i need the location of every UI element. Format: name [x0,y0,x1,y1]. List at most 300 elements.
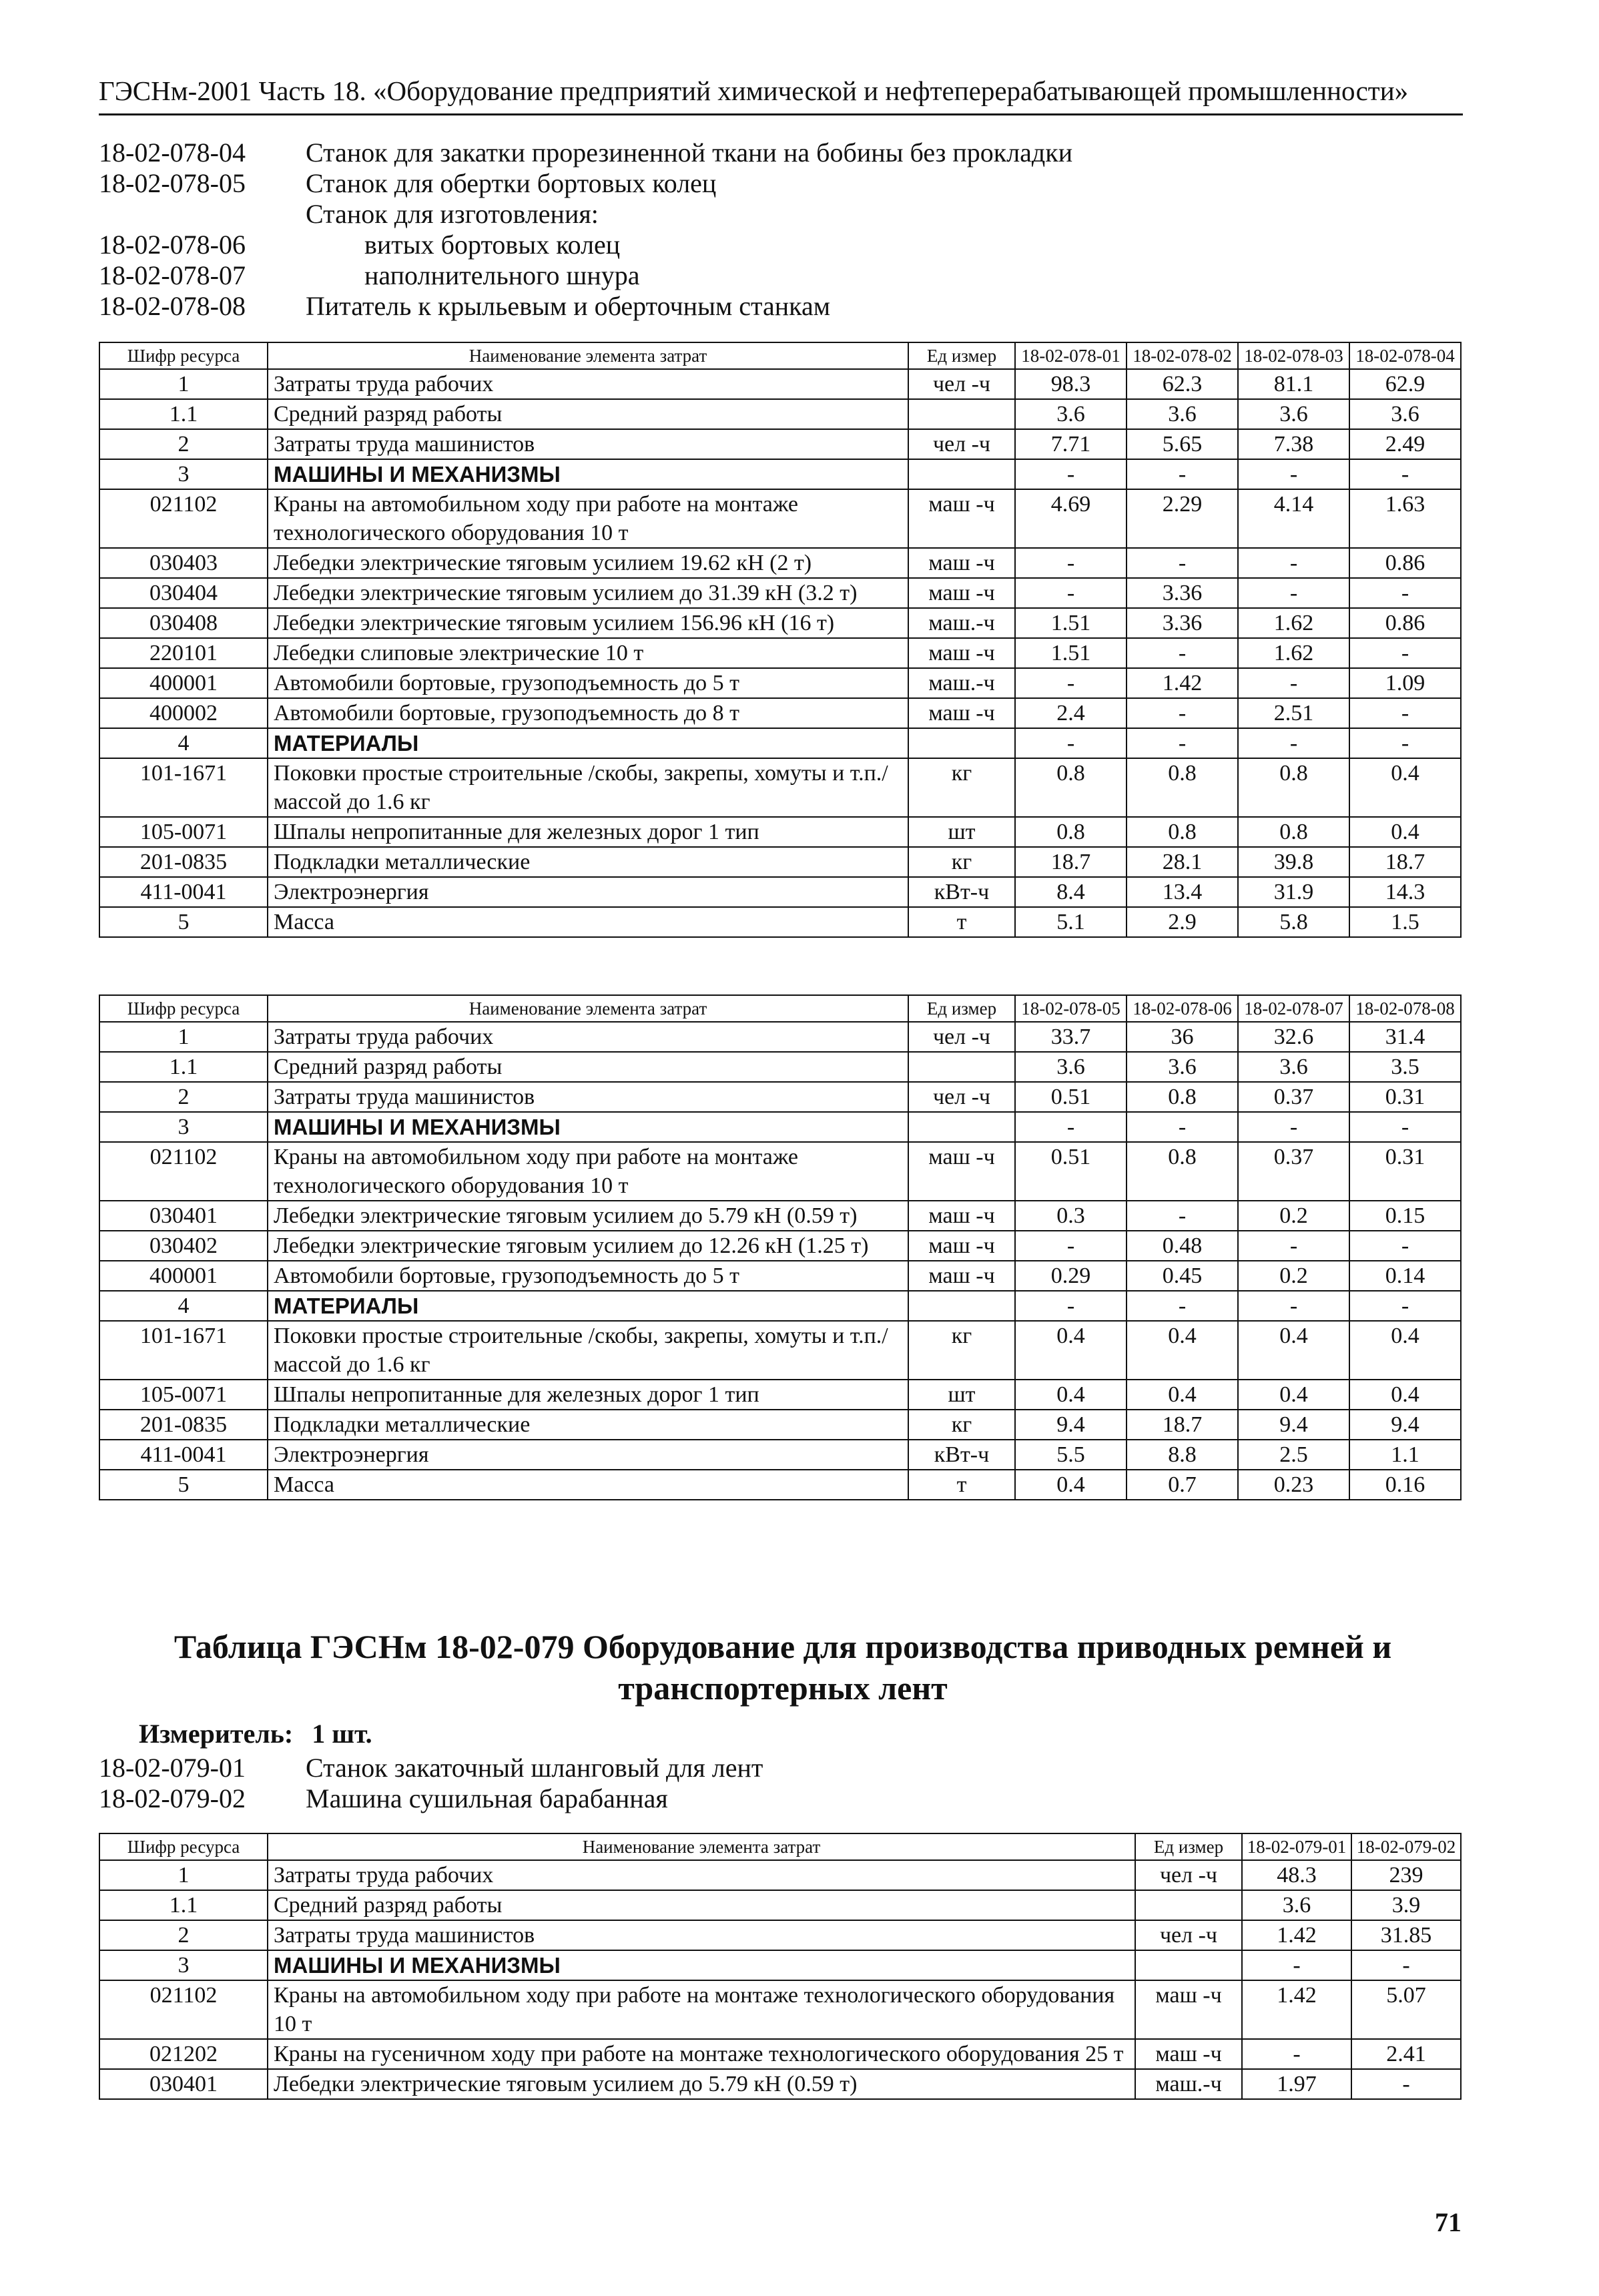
resource-code: 3 [99,1950,268,1980]
column-header: 18-02-078-08 [1349,995,1461,1022]
page-header: ГЭСНм-2001 Часть 18. «Оборудование предприятий химической и нефтеперерабатывающей промышленности» [99,75,1409,106]
table-row [99,1860,1461,1890]
cost-element-name: Лебедки электрические тяговым усилием 19.62 кН (2 т) [268,548,908,578]
value-cell: 3.6 [1242,1890,1351,1920]
value-cell: - [1015,728,1127,758]
unit-cell: маш -ч [908,578,1015,608]
unit-cell: маш -ч [908,698,1015,728]
unit-cell: кВт-ч [908,1440,1015,1470]
unit-cell: т [908,1470,1015,1500]
value-cell: 0.15 [1349,1201,1461,1231]
value-cell: 0.2 [1238,1201,1349,1231]
value-cell: - [1351,2069,1461,2099]
value-cell: 0.4 [1349,758,1461,817]
resource-code: 021102 [99,1980,268,2039]
unit-cell: маш -ч [908,489,1015,548]
item-code: 18-02-078-06 [99,230,246,260]
value-cell: 9.4 [1238,1410,1349,1440]
item-name: Машина сушильная барабанная [306,1783,668,1813]
value-cell: - [1238,1112,1349,1142]
unit-cell: т [908,907,1015,937]
table-row [99,698,1461,728]
resource-code: 5 [99,907,268,937]
unit-cell: чел -ч [1135,1920,1242,1950]
value-cell: 3.9 [1351,1890,1461,1920]
value-cell: 0.4 [1238,1380,1349,1410]
value-cell: 9.4 [1015,1410,1127,1440]
unit-cell: шт [908,1380,1015,1410]
column-header: 18-02-079-02 [1351,1833,1461,1860]
value-cell: - [1238,1231,1349,1261]
value-cell: - [1349,728,1461,758]
value-cell: 0.8 [1127,817,1238,847]
value-cell: 0.3 [1015,1201,1127,1231]
value-cell: - [1238,728,1349,758]
table-row [99,548,1461,578]
cost-element-name: МАШИНЫ И МЕХАНИЗМЫ [268,1950,1135,1980]
table-row [99,2039,1461,2069]
value-cell: 1.62 [1238,608,1349,638]
column-header: 18-02-078-07 [1238,995,1349,1022]
unit-cell: маш -ч [908,1201,1015,1231]
value-cell: 3.6 [1015,399,1127,429]
resource-table-078-05-08 [99,994,1462,1500]
value-cell: 0.4 [1238,1321,1349,1380]
measure-value: 1 шт. [312,1719,372,1749]
resource-table-078-01-04 [99,342,1462,938]
value-cell: - [1015,1112,1127,1142]
cost-element-name: Лебедки электрические тяговым усилием до 12.26 кН (1.25 т) [268,1231,908,1261]
item-row [99,230,1367,260]
unit-cell: кг [908,1410,1015,1440]
table-row [99,1142,1461,1201]
value-cell: 0.23 [1238,1470,1349,1500]
unit-cell: кг [908,1321,1015,1380]
cost-element-name: Лебедки электрические тяговым усилием до 5.79 кН (0.59 т) [268,1201,908,1231]
table-row [99,638,1461,668]
value-cell: 0.51 [1015,1142,1127,1201]
cost-element-name: Краны на гусеничном ходу при работе на монтаже технологического оборудования 25 т [268,2039,1135,2069]
value-cell: 1.42 [1242,1980,1351,2039]
value-cell: 39.8 [1238,847,1349,877]
cost-element-name: Электроэнергия [268,877,908,907]
value-cell: 5.65 [1127,429,1238,459]
resource-code: 2 [99,1082,268,1112]
unit-cell: кг [908,847,1015,877]
value-cell: 0.14 [1349,1261,1461,1291]
column-header: 18-02-078-05 [1015,995,1127,1022]
header-rule [99,113,1463,115]
resource-code: 030401 [99,2069,268,2099]
value-cell: 3.6 [1238,1052,1349,1082]
value-cell: 3.6 [1015,1052,1127,1082]
column-header: 18-02-078-06 [1127,995,1238,1022]
resource-code: 4 [99,1291,268,1321]
cost-element-name: МАТЕРИАЛЫ [268,1291,908,1321]
value-cell: 0.7 [1127,1470,1238,1500]
table-row [99,1321,1461,1380]
value-cell: 8.4 [1015,877,1127,907]
measure-label: Измеритель: [139,1719,294,1749]
table-row [99,1052,1461,1082]
page-number: 71 [1435,2207,1462,2237]
table-row [99,1291,1461,1321]
unit-cell: маш.-ч [908,608,1015,638]
resource-code: 1.1 [99,1890,268,1920]
value-cell: 5.07 [1351,1980,1461,2039]
unit-cell: чел -ч [908,429,1015,459]
resource-code: 030402 [99,1231,268,1261]
cost-element-name: Лебедки электрические тяговым усилием 156.96 кН (16 т) [268,608,908,638]
unit-cell: маш -ч [908,548,1015,578]
value-cell: 239 [1351,1860,1461,1890]
item-code: 18-02-078-07 [99,260,246,290]
value-cell: 0.29 [1015,1261,1127,1291]
value-cell: - [1015,1291,1127,1321]
table-row [99,1440,1461,1470]
table-row [99,1380,1461,1410]
value-cell: 0.2 [1238,1261,1349,1291]
value-cell: 1.5 [1349,907,1461,937]
resource-code: 400001 [99,668,268,698]
column-header: Шифр ресурса [99,1833,268,1860]
value-cell: 2.49 [1349,429,1461,459]
table-header-row [99,342,1461,369]
cost-element-name: Поковки простые строительные /скобы, закрепы, хомуты и т.п./ массой до 1.6 кг [268,1321,908,1380]
unit-cell [908,1291,1015,1321]
value-cell: 5.1 [1015,907,1127,937]
unit-cell: маш -ч [908,1261,1015,1291]
unit-cell [1135,1890,1242,1920]
value-cell: 0.8 [1127,758,1238,817]
value-cell: 0.8 [1238,758,1349,817]
unit-cell [908,1052,1015,1082]
cost-element-name: Масса [268,1470,908,1500]
value-cell: - [1349,1231,1461,1261]
value-cell: 2.4 [1015,698,1127,728]
item-row [99,168,1367,199]
table-title: Таблица ГЭСНм 18-02-079 Оборудование для производства приводных ремней и транспортерных лент [174,1628,1392,1707]
resource-code: 220101 [99,638,268,668]
value-cell: 2.5 [1238,1440,1349,1470]
value-cell: 18.7 [1349,847,1461,877]
value-cell: - [1127,459,1238,489]
table-header-row [99,995,1461,1022]
value-cell: 31.9 [1238,877,1349,907]
table-row [99,728,1461,758]
item-row [99,137,1367,168]
resource-code: 4 [99,728,268,758]
value-cell: 48.3 [1242,1860,1351,1890]
unit-cell: маш -ч [908,1142,1015,1201]
cost-element-name: Средний разряд работы [268,1890,1135,1920]
item-name: Питатель к крыльевым и оберточным станкам [306,291,831,321]
value-cell: 7.38 [1238,429,1349,459]
value-cell: 28.1 [1127,847,1238,877]
value-cell: 5.8 [1238,907,1349,937]
table-row [99,429,1461,459]
cost-element-name: Затраты труда рабочих [268,369,908,399]
item-name: наполнительного шнура [364,260,640,290]
item-name: Станок для закатки прорезиненной ткани на бобины без прокладки [306,137,1073,168]
item-row [99,260,1367,291]
value-cell: - [1238,459,1349,489]
value-cell: 0.8 [1127,1142,1238,1201]
resource-code: 030404 [99,578,268,608]
resource-code: 101-1671 [99,1321,268,1380]
column-header: 18-02-078-04 [1349,342,1461,369]
unit-cell [1135,1950,1242,1980]
value-cell: - [1015,668,1127,698]
cost-element-name: Краны на автомобильном ходу при работе на монтаже технологического оборудования 10 т [268,1142,908,1201]
cost-element-name: Автомобили бортовые, грузоподъемность до 8 т [268,698,908,728]
value-cell: - [1015,548,1127,578]
value-cell: 1.97 [1242,2069,1351,2099]
table-row [99,369,1461,399]
cost-element-name: МАШИНЫ И МЕХАНИЗМЫ [268,1112,908,1142]
value-cell: 2.51 [1238,698,1349,728]
value-cell: 18.7 [1015,847,1127,877]
value-cell: 0.4 [1127,1321,1238,1380]
item-list-bottom [99,1753,1367,1814]
cost-element-name: Затраты труда машинистов [268,429,908,459]
value-cell: 0.45 [1127,1261,1238,1291]
cost-element-name: Шпалы непропитанные для железных дорог 1 тип [268,1380,908,1410]
unit-cell: маш -ч [908,638,1015,668]
column-header: Наименование элемента затрат [268,995,908,1022]
table-row [99,1082,1461,1112]
value-cell: 0.48 [1127,1231,1238,1261]
column-header: 18-02-079-01 [1242,1833,1351,1860]
value-cell: 1.1 [1349,1440,1461,1470]
cost-element-name: МАТЕРИАЛЫ [268,728,908,758]
value-cell: 31.4 [1349,1022,1461,1052]
value-cell: - [1015,459,1127,489]
value-cell: 33.7 [1015,1022,1127,1052]
table-row [99,608,1461,638]
cost-element-name: Затраты труда рабочих [268,1022,908,1052]
cost-element-name: Лебедки электрические тяговым усилием до 31.39 кН (3.2 т) [268,578,908,608]
resource-code: 400002 [99,698,268,728]
value-cell: 13.4 [1127,877,1238,907]
table-row [99,489,1461,548]
value-cell: 36 [1127,1022,1238,1052]
cost-element-name: Средний разряд работы [268,399,908,429]
table-row [99,399,1461,429]
resource-code: 030403 [99,548,268,578]
unit-cell: чел -ч [908,369,1015,399]
cost-element-name: Краны на автомобильном ходу при работе на монтаже технологического оборудования 10 т [268,1980,1135,2039]
item-code: 18-02-079-02 [99,1783,246,1813]
value-cell: 0.4 [1127,1380,1238,1410]
resource-code: 030408 [99,608,268,638]
cost-element-name: Поковки простые строительные /скобы, закрепы, хомуты и т.п./ массой до 1.6 кг [268,758,908,817]
value-cell: - [1015,578,1127,608]
item-code: 18-02-078-08 [99,291,246,321]
table-row [99,1920,1461,1950]
value-cell: - [1349,459,1461,489]
cost-element-name: Затраты труда рабочих [268,1860,1135,1890]
value-cell: 0.37 [1238,1142,1349,1201]
unit-cell [908,728,1015,758]
table-row [99,907,1461,937]
cost-element-name: МАШИНЫ И МЕХАНИЗМЫ [268,459,908,489]
column-header: Ед измер [908,342,1015,369]
value-cell: - [1127,1112,1238,1142]
value-cell: - [1127,728,1238,758]
value-cell: 81.1 [1238,369,1349,399]
cost-element-name: Лебедки электрические тяговым усилием до 5.79 кН (0.59 т) [268,2069,1135,2099]
unit-cell: маш.-ч [1135,2069,1242,2099]
resource-code: 021202 [99,2039,268,2069]
resource-code: 030401 [99,1201,268,1231]
value-cell: 9.4 [1349,1410,1461,1440]
table-row [99,758,1461,817]
value-cell: 4.14 [1238,489,1349,548]
table-row [99,1470,1461,1500]
unit-cell: чел -ч [908,1082,1015,1112]
cost-element-name: Затраты труда машинистов [268,1082,908,1112]
item-name: Станок закаточный шланговый для лент [306,1753,763,1783]
value-cell: 1.63 [1349,489,1461,548]
column-header: 18-02-078-02 [1127,342,1238,369]
value-cell: - [1349,1291,1461,1321]
value-cell: 0.31 [1349,1082,1461,1112]
resource-code: 1.1 [99,1052,268,1082]
item-code: 18-02-079-01 [99,1753,246,1783]
value-cell: - [1127,698,1238,728]
table-row [99,1980,1461,2039]
value-cell: 0.4 [1349,1380,1461,1410]
value-cell: 32.6 [1238,1022,1349,1052]
item-row [99,199,1367,230]
value-cell: 0.4 [1015,1321,1127,1380]
resource-code: 5 [99,1470,268,1500]
cost-element-name: Затраты труда машинистов [268,1920,1135,1950]
cost-element-name: Автомобили бортовые, грузоподъемность до 5 т [268,1261,908,1291]
value-cell: 0.37 [1238,1082,1349,1112]
item-row [99,291,1367,322]
resource-table-079 [99,1833,1462,2100]
value-cell: 0.8 [1238,817,1349,847]
column-header: Ед измер [908,995,1015,1022]
table-row [99,1890,1461,1920]
unit-cell: маш -ч [1135,2039,1242,2069]
unit-cell: маш.-ч [908,668,1015,698]
value-cell: 1.51 [1015,608,1127,638]
item-name: витых бортовых колец [364,230,621,260]
table-row [99,1410,1461,1440]
value-cell: 62.3 [1127,369,1238,399]
value-cell: 0.4 [1349,817,1461,847]
value-cell: 3.6 [1127,1052,1238,1082]
column-header: Шифр ресурса [99,995,268,1022]
resource-code: 101-1671 [99,758,268,817]
resource-code: 3 [99,1112,268,1142]
resource-code: 411-0041 [99,877,268,907]
column-header: 18-02-078-03 [1238,342,1349,369]
value-cell: 4.69 [1015,489,1127,548]
resource-code: 021102 [99,489,268,548]
value-cell: 98.3 [1015,369,1127,399]
value-cell: - [1349,578,1461,608]
unit-cell: маш -ч [908,1231,1015,1261]
value-cell: 0.8 [1015,817,1127,847]
resource-code: 1 [99,369,268,399]
resource-code: 1.1 [99,399,268,429]
value-cell: 62.9 [1349,369,1461,399]
unit-cell: кВт-ч [908,877,1015,907]
table-row [99,459,1461,489]
resource-code: 105-0071 [99,1380,268,1410]
value-cell: 1.42 [1242,1920,1351,1950]
value-cell: 14.3 [1349,877,1461,907]
value-cell: 0.8 [1015,758,1127,817]
value-cell: 0.4 [1015,1470,1127,1500]
column-header: Наименование элемента затрат [268,342,908,369]
resource-code: 2 [99,429,268,459]
value-cell: 18.7 [1127,1410,1238,1440]
value-cell: - [1015,1231,1127,1261]
resource-code: 1 [99,1860,268,1890]
value-cell: 0.16 [1349,1470,1461,1500]
value-cell: 3.36 [1127,608,1238,638]
value-cell: - [1127,638,1238,668]
table-row [99,1201,1461,1231]
value-cell: 2.9 [1127,907,1238,937]
value-cell: 3.6 [1238,399,1349,429]
cost-element-name: Краны на автомобильном ходу при работе на монтаже технологического оборудования 10 т [268,489,908,548]
unit-cell [908,399,1015,429]
resource-code: 201-0835 [99,1410,268,1440]
table-row [99,1022,1461,1052]
value-cell: 8.8 [1127,1440,1238,1470]
table-row [99,578,1461,608]
value-cell: 0.51 [1015,1082,1127,1112]
item-name: Станок для обертки бортовых колец [306,168,717,198]
value-cell: - [1127,548,1238,578]
item-code: 18-02-078-04 [99,137,246,168]
table-row [99,1231,1461,1261]
item-row [99,1753,1367,1783]
cost-element-name: Масса [268,907,908,937]
unit-cell: чел -ч [1135,1860,1242,1890]
resource-code: 411-0041 [99,1440,268,1470]
value-cell: 5.5 [1015,1440,1127,1470]
value-cell: 3.5 [1349,1052,1461,1082]
value-cell: - [1238,548,1349,578]
value-cell: 2.41 [1351,2039,1461,2069]
value-cell: - [1242,1950,1351,1980]
table-row [99,1950,1461,1980]
resource-code: 3 [99,459,268,489]
value-cell: 0.8 [1127,1082,1238,1112]
table-row [99,668,1461,698]
table-row [99,1261,1461,1291]
measure-line [139,1718,372,1749]
column-header: Ед измер [1135,1833,1242,1860]
value-cell: - [1349,1112,1461,1142]
item-name: Станок для изготовления: [306,199,599,229]
value-cell: - [1127,1291,1238,1321]
value-cell: 31.85 [1351,1920,1461,1950]
unit-cell [908,459,1015,489]
column-header: Шифр ресурса [99,342,268,369]
resource-code: 105-0071 [99,817,268,847]
resource-code: 021102 [99,1142,268,1201]
item-list-top [99,137,1367,322]
cost-element-name: Подкладки металлические [268,1410,908,1440]
